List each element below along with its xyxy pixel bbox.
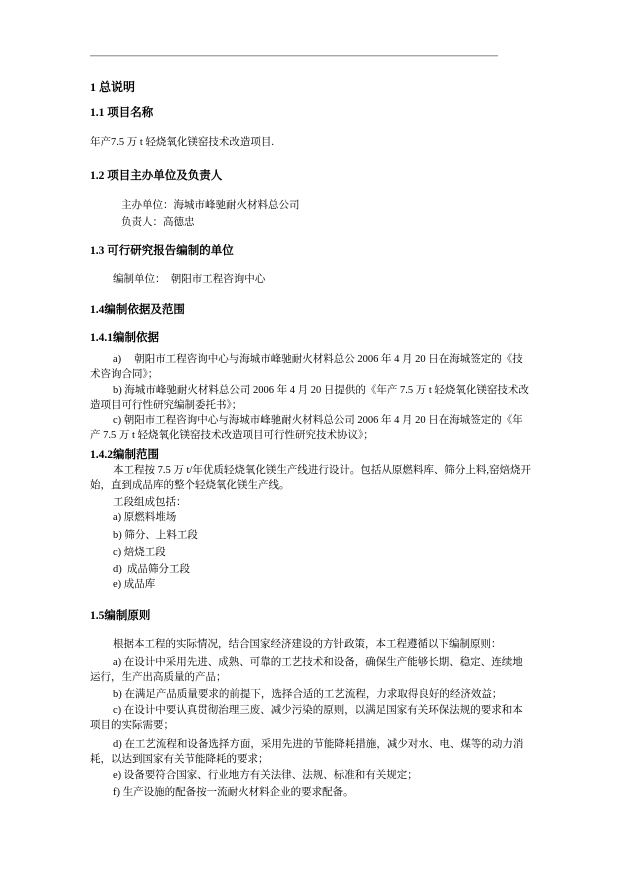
paragraph-basis-item-a: a) 朝阳市工程咨询中心与海城市峰驰耐火材料总公 2006 年 4 月 20 日在海城签定的《技术咨询合同》；: [90, 354, 523, 380]
header-rule: [90, 55, 498, 57]
list-item-raw-material-yard: a) 原燃料堆场: [113, 512, 177, 523]
paragraph-principles-intro: 根据本工程的实际情况，结合国家经济建设的方针政策，本工程遵循以下编制原则：: [113, 639, 502, 650]
paragraph-compiling-unit: 编制单位： 朝阳市工程咨询中心: [113, 274, 266, 285]
heading-section-1-2: 1.2 项目主办单位及负责人: [90, 170, 223, 182]
paragraph-scope-intro: 本工程按 7.5 万 t/年优质轻烧氧化镁生产线进行设计。包括从原燃料库、筛分上料,窑焙烧开始，直到成品库的整个轻烧氧化镁生产线。: [90, 465, 531, 491]
principle-item-f: f) 生产设施的配备按一流耐火材料企业的要求配备。: [113, 787, 354, 798]
list-item-screening-feeding: b) 筛分、上料工段: [113, 530, 198, 541]
heading-section-1-4: 1.4编制依据及范围: [90, 304, 185, 316]
list-item-roasting: c) 焙烧工段: [113, 547, 166, 558]
paragraph-sections-include: 工段组成包括：: [113, 497, 187, 508]
paragraph-basis-item-c: c) 朝阳市工程咨询中心与海城市峰驰耐火材料总公司 2006 年 4 月 20 日在海城签定的《年产 7.5 万 t 轻烧氧化镁窑技术改造项目可行性研究技术协议》；: [90, 415, 523, 441]
paragraph-project-name: 年产7.5 万 t 轻烧氧化镁窑技术改造项目.: [90, 137, 275, 148]
principle-item-c: c) 在设计中要认真贯彻治理三废、减少污染的原则，以满足国家有关环保法规的要求和本项目的实际需要；: [90, 705, 523, 731]
heading-section-1: 1 总说明: [90, 80, 136, 94]
paragraph-person-in-charge: 负责人：高德忠: [121, 217, 195, 228]
list-item-product-warehouse: e) 成品库: [113, 579, 156, 590]
paragraph-basis-item-b: b) 海城市峰驰耐火材料总公司 2006 年 4 月 20 日提供的《年产 7.5 万 t 轻烧氧化镁窑技术改造项目可行性研究编制委托书》；: [90, 385, 529, 411]
principle-item-a: a) 在设计中采用先进、成熟、可靠的工艺技术和设备，确保生产能够长期、稳定、连续地运行，生产出高质量的产品；: [90, 657, 523, 683]
heading-section-1-4-2: 1.4.2编制范围: [90, 449, 159, 461]
principle-item-b: b) 在满足产品质量要求的前提下，选择合适的工艺流程，力求取得良好的经济效益；: [113, 689, 503, 700]
heading-section-1-5: 1.5编制原则: [90, 610, 151, 622]
heading-section-1-3: 1.3 可行研究报告编制的单位: [90, 245, 234, 257]
document-content: [90, 72, 531, 800]
list-item-product-screening: d) 成品筛分工段: [113, 564, 190, 575]
heading-section-1-4-1: 1.4.1编制依据: [90, 332, 159, 344]
principle-item-e: e) 设备要符合国家、行业地方有关法律、法规、标准和有关规定；: [113, 770, 418, 781]
heading-section-1-1: 1.1 项目名称: [90, 107, 154, 119]
paragraph-sponsor-unit: 主办单位：海城市峰驰耐火材料总公司: [121, 200, 300, 211]
principle-item-d: d) 在工艺流程和设备选择方面，采用先进的节能降耗措施，减少对水、电、煤等的动力消耗，以达到国家有关节能降耗的要求；: [90, 739, 524, 765]
